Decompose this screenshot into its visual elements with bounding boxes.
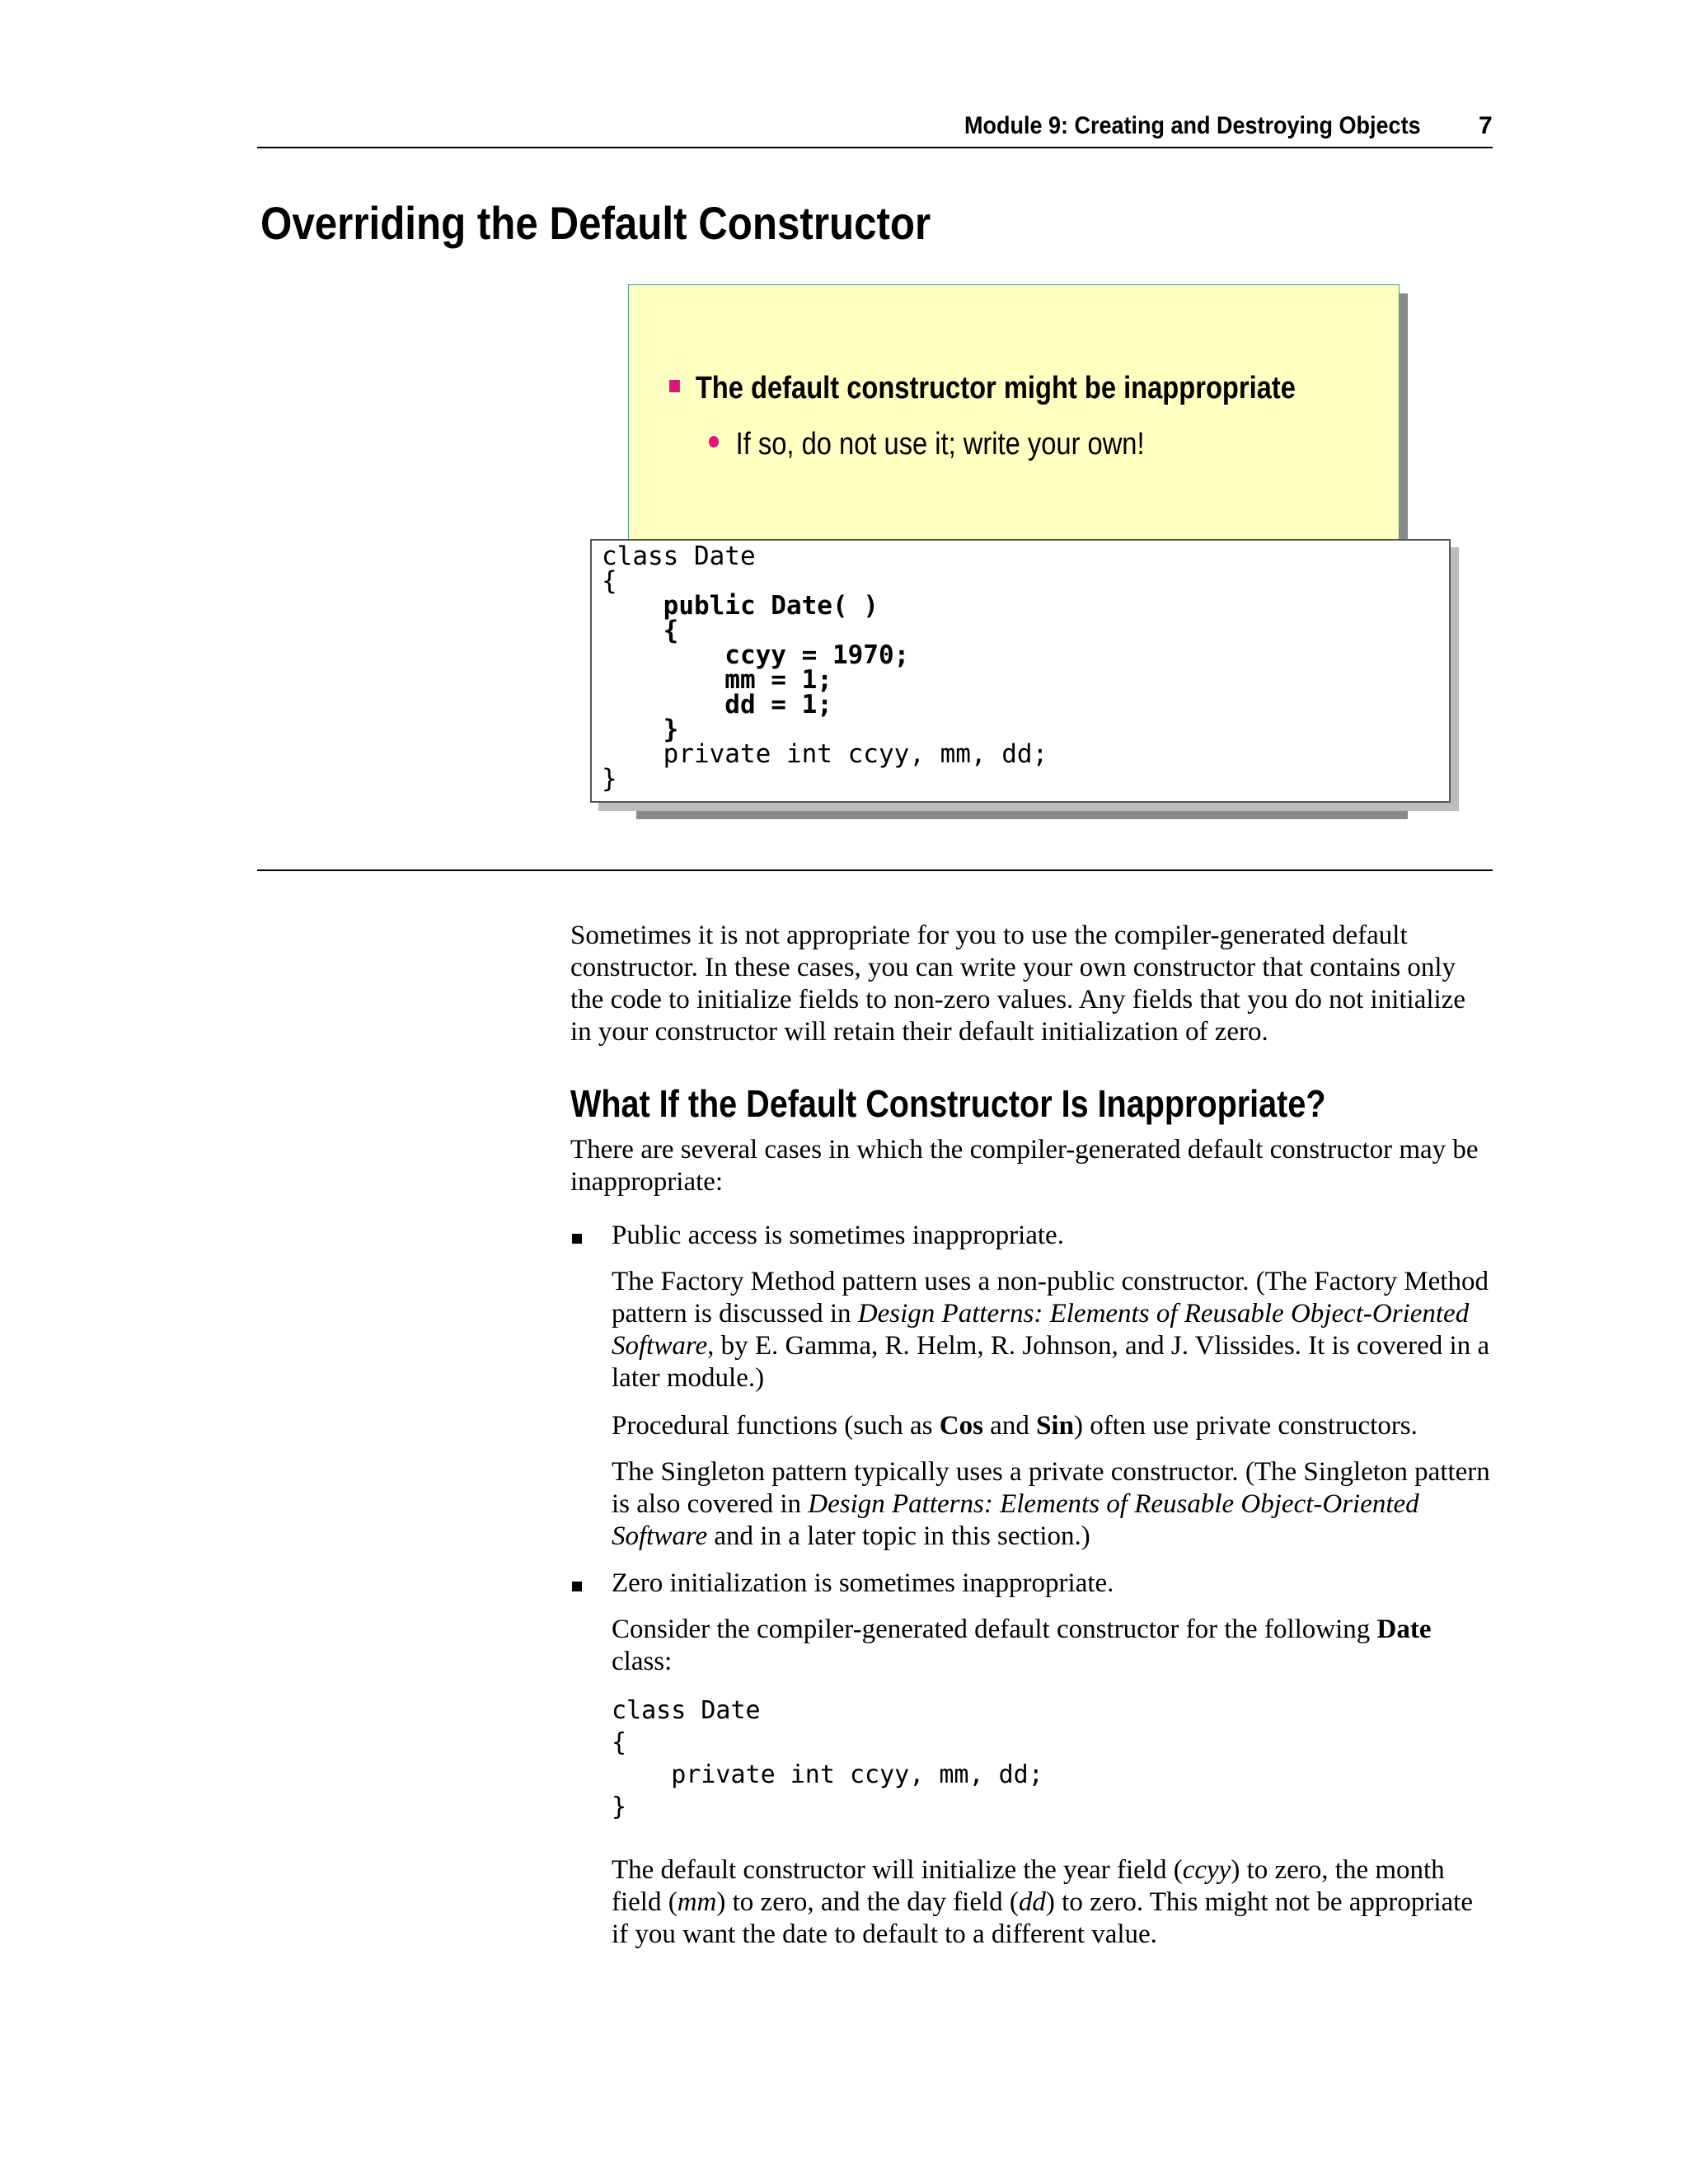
code-line: } (612, 1793, 627, 1821)
header-rule (257, 147, 1493, 148)
slide-code-line: class Date (602, 541, 756, 571)
slide-code-line: { (602, 616, 679, 645)
bullet-public-access: Public access is sometimes inappropriate. (612, 1221, 1064, 1250)
running-head: Module 9: Creating and Destroying Objects (964, 112, 1421, 139)
slide-code-line: private int ccyy, mm, dd; (602, 739, 1048, 769)
slide-bullet-sub (709, 427, 1145, 462)
square-bullet-icon (572, 1582, 582, 1591)
slide-code-line: } (602, 764, 617, 794)
dot-bullet-icon (709, 436, 719, 448)
code-line: class Date (612, 1696, 761, 1725)
slide-code-line: public Date( ) (602, 591, 879, 621)
slide-bullet-main (669, 371, 1296, 406)
singleton-paragraph: The Singleton pattern typically uses a private constructor. (The Singleton pattern is also covered in Design Patterns: Elements of Reusable Object-Oriented Software and in a later topic in this section.) (612, 1457, 1490, 1551)
slide-code-line: mm = 1; (602, 665, 832, 695)
bullet-zero-initialization: Zero initialization is sometimes inappropriate. (612, 1568, 1114, 1598)
slide-bullet-sub-text: If so, do not use it; write your own! (735, 427, 1145, 462)
code-line: private int ccyy, mm, dd; (612, 1760, 1043, 1789)
consider-paragraph: Consider the compiler-generated default constructor for the following Date class: (612, 1615, 1432, 1676)
page-title: Overriding the Default Constructor (260, 197, 931, 249)
cos-term: Cos (939, 1411, 983, 1441)
procedural-functions-paragraph: Procedural functions (such as Cos and Sin) often use private constructors. (612, 1411, 1418, 1441)
section-heading: What If the Default Constructor Is Inappropriate? (570, 1082, 1326, 1125)
slide-code-line: ccyy = 1970; (602, 640, 910, 670)
date-term: Date (1376, 1615, 1432, 1644)
slide-code-line: dd = 1; (602, 690, 832, 719)
slide-bullet-main-text: The default constructor might be inappropriate (695, 371, 1296, 405)
book-title: Design Patterns: Elements of Reusable Object-Oriented Software (612, 1299, 1470, 1361)
square-bullet-icon (669, 380, 680, 392)
book-title: Design Patterns: Elements of Reusable Object-Oriented Software (612, 1489, 1419, 1551)
intro-paragraph: Sometimes it is not appropriate for you to use the compiler-generated default constructor. In these cases, you can write your own constructor that contains only the code to initialize fields to non-zero values. Any fields that you do not initialize in your constructor will retain their default initialization of zero. (570, 921, 1465, 1047)
default-values-paragraph: The default constructor will initialize the year field (ccyy) to zero, the month field (mm) to zero, and the day field (dd) to zero. This might not be appropriate if you want the date to default to a different value. (612, 1855, 1473, 1949)
code-line: { (612, 1728, 627, 1757)
slide-code-line: } (602, 715, 679, 744)
page-number: 7 (1479, 112, 1493, 139)
slide-separator-rule (257, 869, 1493, 871)
section-intro-paragraph: There are several cases in which the compiler-generated default constructor may be inappropriate: (570, 1135, 1479, 1197)
field-dd: dd (1018, 1887, 1046, 1917)
field-mm: mm (677, 1887, 717, 1917)
field-ccyy: ccyy (1182, 1855, 1231, 1885)
slide-code-line: { (602, 566, 617, 596)
square-bullet-icon (572, 1234, 582, 1244)
sin-term: Sin (1036, 1411, 1074, 1441)
factory-method-paragraph: The Factory Method pattern uses a non-public constructor. (The Factory Method pattern is discussed in Design Patterns: Elements of Reusable Object-Oriented Software, by E. Gamma, R. Helm, R. Johnson, and J. Vlissides. It is covered in a later module.) (612, 1267, 1490, 1393)
